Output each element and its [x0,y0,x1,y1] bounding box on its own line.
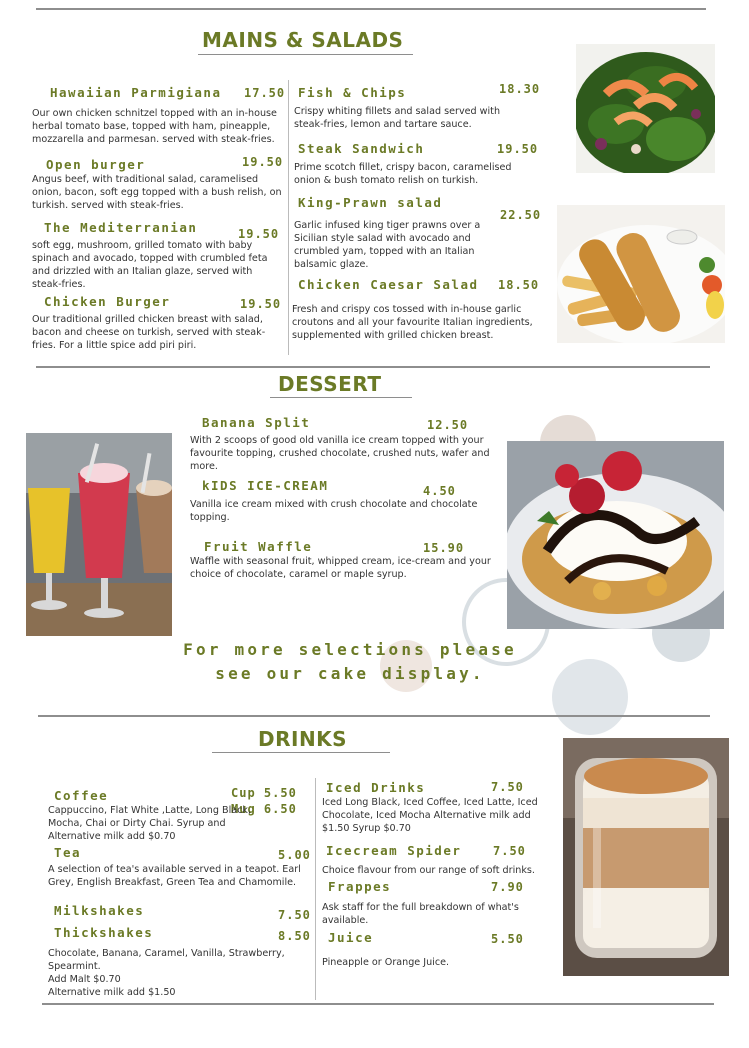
menu-item-price: 15.90 [423,541,465,555]
bottom-rule [42,1003,714,1005]
alt-milk-addon: Alternative milk add $1.50 [48,987,176,998]
malt-addon: Add Malt $0.70 [48,974,121,985]
menu-item-name: Chicken Caesar Salad [298,277,479,292]
menu-item-name: Juice [328,930,374,945]
menu-item-price: Mug 6.50 [231,802,297,816]
top-rule [36,8,706,10]
menu-item-desc: Iced Long Black, Iced Coffee, Iced Latte, Iced Chocolate, Iced Mocha Alternative milk add $1.50 Syrup $0.70 [322,797,538,835]
menu-item-desc: Garlic infused king tiger prawns over a Sicilian style salad with avocado and crumbled yam, topped with an Italian balsamic glaze. [294,220,481,271]
menu-item-price: 17.50 [244,86,286,100]
drinks-title-underline [212,752,390,753]
menu-item-price: 22.50 [500,208,542,222]
fish-and-chips-photo [557,205,725,343]
menu-item-name: Chicken Burger [44,294,171,309]
menu-item-desc: Crispy whiting fillets and salad served with steak-fries, lemon and tartare sauce. [294,106,501,131]
menu-item-name: Tea [54,845,82,860]
dessert-title-underline [270,397,412,398]
menu-item-name: The Mediterranian [44,220,198,235]
prawn-salad-photo [576,44,715,173]
menu-item-name: Thickshakes [54,925,154,940]
menu-item-price: 18.30 [499,82,541,96]
menu-item-price: 12.50 [427,418,469,432]
menu-item-price: 18.50 [498,278,540,292]
menu-item-desc: A selection of tea's available served in a teapot. Earl Grey, English Breakfast, Green Tea and Chamomile. [48,864,301,889]
menu-item-price: 19.50 [242,155,284,169]
menu-item-name: Banana Split [202,415,311,430]
latte-photo [563,738,729,976]
menu-item-price: 7.90 [491,880,524,894]
dessert-title: DESSERT [278,372,382,396]
menu-item-name: King-Prawn salad [298,195,443,210]
menu-item-price: 7.50 [278,908,311,922]
menu-item-desc: Angus beef, with traditional salad, caramelised onion, bacon, soft egg topped with a bush relish, on turkish. served with steak-fries. [32,174,282,212]
menu-item-name: Icecream Spider [326,843,462,858]
menu-item-name: Iced Drinks [326,780,426,795]
menu-item-price: 19.50 [497,142,539,156]
drinks-title: DRINKS [258,727,348,751]
milkshakes-photo [26,433,172,636]
menu-item-desc: soft egg, mushroom, grilled tomato with baby spinach and avocado, topped with crumbled feta and drizzled with an Italian glaze, served with steak-fries. [32,240,268,291]
menu-item-price: 4.50 [423,484,456,498]
menu-item-name: Fruit Waffle [204,539,313,554]
menu-item-price: 19.50 [238,227,280,241]
menu-item-price: 5.00 [278,848,311,862]
menu-item-desc: Fresh and crispy cos tossed with in-house garlic croutons and all your favourite Italian ingredients, supplemented with grilled chicken breast. [292,304,533,342]
menu-item-desc: Pineapple or Orange Juice. [322,957,450,968]
menu-item-desc: Our own chicken schnitzel topped with an in-house herbal tomato base, topped with ham, pineapple, mozzarella and parmesan. served with steak-fries. [32,108,277,146]
menu-item-name: Milkshakes [54,903,145,918]
drinks-divider [315,778,316,1000]
menu-item-desc: Waffle with seasonal fruit, whipped cream, ice-cream and your choice of chocolate, caramel or maple syrup. [190,556,491,581]
menu-item-price: 5.50 [491,932,524,946]
menu-item-name: Open burger [46,157,146,172]
menu-item-name: kIDS ICE-CREAM [202,478,329,493]
mains-title: MAINS & SALADS [202,28,404,52]
menu-item-desc: Cappuccino, Flat White ,Latte, Long Black, Mocha, Chai or Dirty Chai. Syrup and Alternative milk add $0.70 [48,805,251,843]
more-selections-line1: For more selections please [183,640,517,659]
section-rule [38,715,710,717]
menu-item-name: Steak Sandwich [298,141,425,156]
menu-item-desc: Choice flavour from our range of soft drinks. [322,865,535,876]
more-selections-line2: see our cake display. [215,664,485,683]
menu-item-desc: Ask staff for the full breakdown of what's available. [322,902,519,927]
menu-item-desc: Prime scotch fillet, crispy bacon, caramelised onion & bush tomato relish on turkish. [294,162,512,187]
fruit-waffle-photo [507,441,724,629]
mains-divider [288,80,289,355]
menu-item-name: Hawaiian Parmigiana [50,85,222,100]
menu-item-price: 19.50 [240,297,282,311]
menu-item-price: 8.50 [278,929,311,943]
menu-item-desc: Vanilla ice cream mixed with crush chocolate and chocolate topping. [190,499,478,524]
menu-item-price: 7.50 [491,780,524,794]
menu-item-name: Frappes [328,879,392,894]
section-rule [36,366,710,368]
menu-item-desc: With 2 scoops of good old vanilla ice cream topped with your favourite topping, crushed chocolate, crushed nuts, wafer and more. [190,435,490,473]
shakes-desc: Chocolate, Banana, Caramel, Vanilla, Strawberry, Spearmint. [48,948,285,973]
menu-item-price: Cup 5.50 [231,786,297,800]
menu-item-name: Coffee [54,788,109,803]
mains-title-underline [198,54,413,55]
menu-item-name: Fish & Chips [298,85,407,100]
menu-item-price: 7.50 [493,844,526,858]
menu-item-desc: Our traditional grilled chicken breast with salad, bacon and cheese on turkish, served with steak-fries. For a little spice add piri piri. [32,314,266,352]
decor-circle [552,659,628,735]
